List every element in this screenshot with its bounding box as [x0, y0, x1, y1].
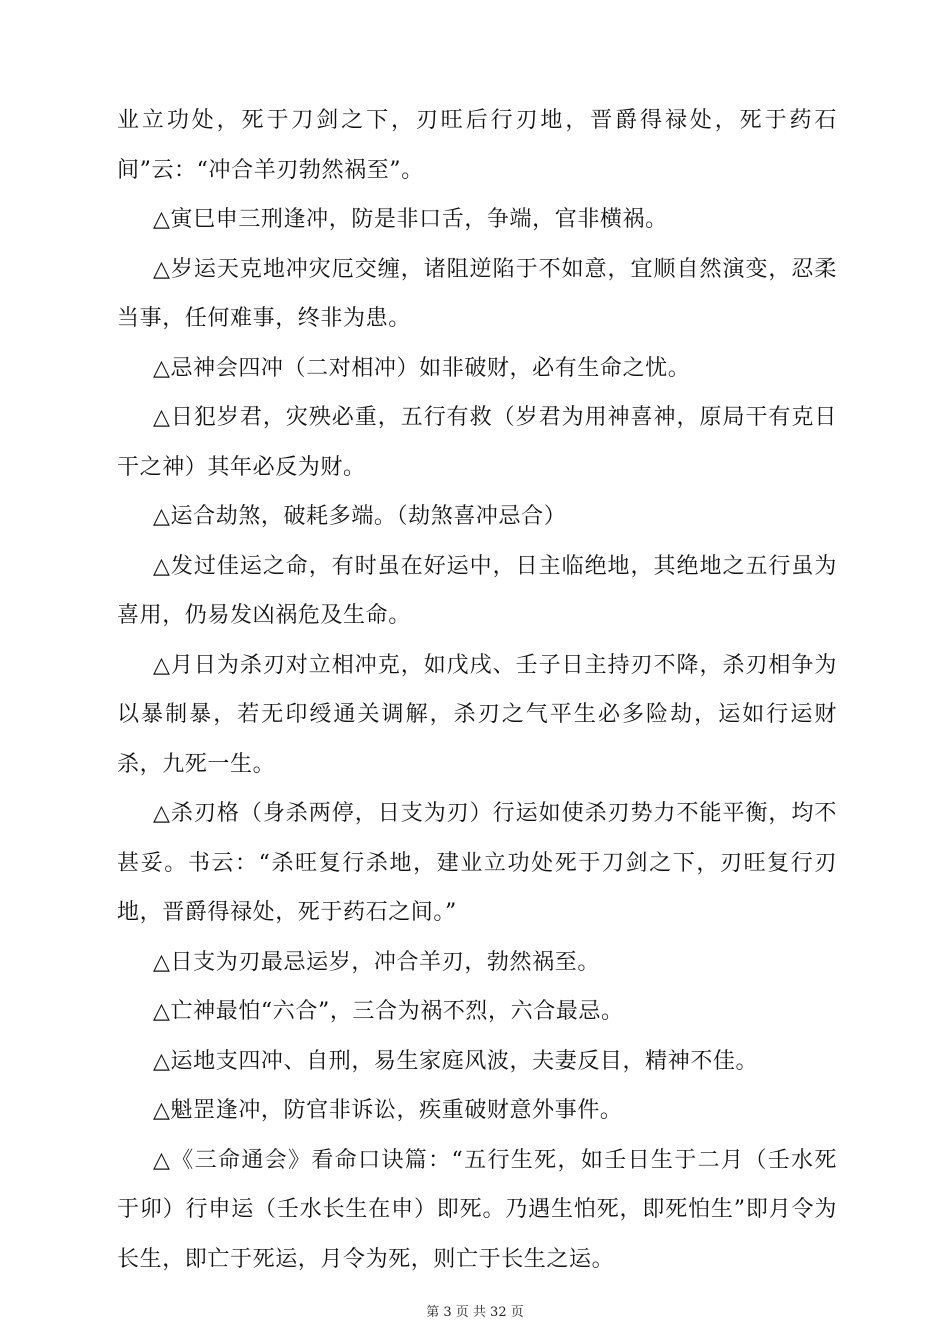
paragraph-13: △魁罡逢冲，防官非诉讼，疾重破财意外事件。 — [153, 1098, 623, 1123]
paragraph-4: △忌神会四冲（二对相冲）如非破财，必有生命之忧。 — [153, 355, 691, 381]
paragraph-1: 业立功处，死于刀剑之下，刃旺后行刃地，晋爵得禄处，死于药石间”云：“冲合羊刃勃然祸至”。 — [117, 108, 837, 183]
paragraph-9: △杀刃格（身杀两停，日支为刃）行运如使杀刃势力不能平衡，均不甚妥。书云：“杀旺复行杀地，建业立功处死于刀剑之下，刃旺复行刃地，晋爵得禄处，死于药石之间。” — [117, 801, 837, 925]
paragraph-8: △月日为杀刃对立相冲克，如戊戌、壬子日主持刃不降，杀刃相争为以暴制暴，若无印绶通关调解，杀刃之气平生必多险劫，运如行运财杀，九死一生。 — [117, 652, 837, 777]
paragraph-3: △岁运天克地冲灾厄交缠，诸阻逆陷于不如意，宜顺自然演变，忍柔当事，任何难事，终非为患。 — [117, 256, 837, 331]
paragraph-7: △发过佳运之命，有时虽在好运中，日主临绝地，其绝地之五行虽为喜用，仍易发凶祸危及生命。 — [117, 553, 837, 628]
paragraph-11: △亡神最怕“六合”，三合为祸不烈，六合最忌。 — [153, 999, 624, 1024]
paragraph-10: △日支为刃最忌运岁，冲合羊刃，勃然祸至。 — [153, 949, 600, 975]
paragraph-2: △寅巳申三刑逢冲，防是非口舌，争端，官非横祸。 — [153, 207, 668, 232]
paragraph-14: △《三命通会》看命口诀篇：“五行生死，如壬日生于二月（壬水死于卯）行申运（壬水长生在申）即死。乃遇生怕死，即死怕生”即月令为长生，即亡于死运，月令为死，则亡于长生之运。 — [117, 1147, 837, 1272]
page-number-footer: 第 3 页 共 32 页 — [426, 1305, 524, 1320]
paragraph-12: △运地支四冲、自刑，易生家庭风波，夫妻反目，精神不佳。 — [153, 1048, 759, 1074]
paragraph-6: △运合劫煞，破耗多端。（劫煞喜冲忌合） — [153, 504, 567, 529]
document-body — [117, 96, 837, 1284]
paragraph-5: △日犯岁君，灾殃必重，五行有救（岁君为用神喜神，原局干有克日干之神）其年必反为财。 — [117, 405, 837, 480]
